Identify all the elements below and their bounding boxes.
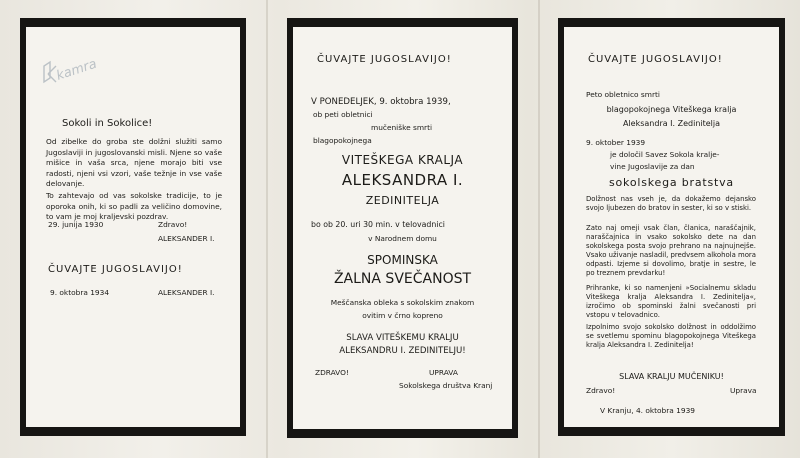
panel3-uprava: Uprava — [730, 386, 757, 395]
panel3-decided-1: je določil Savez Sokola kralje- — [610, 150, 720, 159]
panel1-signer-2: ALEKSANDER I. — [158, 288, 215, 297]
panel-center — [287, 18, 518, 438]
panel3-decided-2: vine Jugoslavije za dan — [610, 162, 695, 171]
panel2-anniversary: ob peti obletnici — [313, 110, 373, 119]
panel2-dress-code-1: Meščanska obleka s sokolskim znakom — [330, 298, 475, 307]
panel2-event-line-2: ŽALNA SVEČANOST — [333, 271, 472, 287]
panel2-venue: v Narodnem domu — [368, 234, 437, 243]
panel1-zdravo: Zdravo! — [158, 220, 188, 229]
panel2-society: Sokolskega društva Kranj — [399, 381, 493, 390]
kamra-watermark-logo — [38, 52, 130, 92]
panel3-king-2: Aleksandra I. Zedinitelja — [622, 119, 721, 128]
panel3-paragraph-2: Zato naj omeji vsak član, članica, naraščajnik, naraščajnica in vsako sokolsko dete na dan sokolskega posta svojo prehrano na najnujnejše. Vsako uživanje nasladil, predvsem alkohola mora odpasti. Izjeme si dovolimo, bratje in sestre, le po treznem prevdarku! — [586, 224, 756, 277]
panel3-zdravo: Zdravo! — [586, 386, 616, 395]
panel2-event-line-1: SPOMINSKA — [367, 253, 438, 267]
panel-right — [558, 18, 785, 436]
panel3-date: 9. oktober 1939 — [586, 138, 646, 147]
fold-line-left — [266, 0, 268, 458]
panel2-date-line: V PONEDELJEK, 9. oktobra 1939, — [311, 97, 451, 107]
panel3-paragraph-1: Dolžnost nas vseh je, da dokažemo dejansko svojo ljubezen do bratov in sester, ki so v stiski. — [586, 195, 756, 212]
panel2-king-line-2: ALEKSANDRA I. — [341, 171, 464, 189]
panel3-glory: SLAVA KRALJU MUČENIKU! — [619, 372, 724, 381]
panel2-late: blagopokojnega — [313, 136, 372, 145]
panel1-date-1: 29. junija 1930 — [48, 220, 104, 229]
panel2-time: bo ob 20. uri 30 min. v telovadnici — [311, 220, 445, 229]
panel3-paragraph-3: Prihranke, ki so namenjeni »Socialnemu skladu Viteškega kralja Aleksandra I. Zedinitelja«, izročimo ob spominski žalni svečanosti pri vstopu v telovadnico. — [586, 284, 756, 319]
panel1-signer-1: ALEKSANDER I. — [158, 234, 215, 243]
panel2-uprava: UPRAVA — [429, 368, 458, 377]
panel2-glory-2: ALEKSANDRU I. ZEDINITELJU! — [339, 346, 466, 356]
panel3-king-1: blagopokojnega Viteškega kralja — [606, 105, 737, 114]
panel3-place-date: V Kranju, 4. oktobra 1939 — [600, 406, 695, 415]
panel2-glory-1: SLAVA VITEŠKEMU KRALJU — [346, 333, 459, 343]
panel2-martyr-death: mučeniške smrti — [371, 123, 433, 132]
panel3-paragraph-4: Izpolnimo svojo sokolsko dolžnost in oddolžimo se svetlemu spominu blagopokojnega Viteškega kralja Aleksandra I. Zedinitelja! — [586, 323, 756, 349]
panel3-brotherhood: sokolskega bratstva — [609, 176, 734, 189]
panel3-slogan: ČUVAJTE JUGOSLAVIJO! — [588, 54, 723, 65]
panel1-paragraph-1: Od zibelke do groba ste dolžni služiti samo Jugoslaviji in jugoslovanski misli. Njene so vaše mišice in vaša srca, njene morajo biti vse radosti, njeni vsi vzori, vaše težnje in vse vaše delovanje. — [46, 137, 222, 189]
panel1-date-2: 9. oktobra 1934 — [50, 288, 110, 297]
fold-line-right — [538, 0, 540, 458]
panel2-zdravo: ZDRAVO! — [315, 368, 349, 377]
panel1-title: Sokoli in Sokolice! — [62, 118, 153, 129]
watermark-text: kamra — [54, 56, 99, 84]
panel1-slogan: ČUVAJTE JUGOSLAVIJO! — [48, 264, 183, 275]
panel2-dress-code-2: ovitim v črno kopreno — [362, 311, 443, 320]
panel3-intro: Peto obletnico smrti — [586, 90, 660, 99]
panel2-king-line-1: VITEŠKEGA KRALJA — [341, 153, 464, 167]
panel1-paragraph-2: To zahtevajo od vas sokolske tradicije, to je oporoka onih, ki so padli za veličino domovine, to vam je moj kraljevski pozdrav. — [46, 191, 222, 222]
panel2-slogan: ČUVAJTE JUGOSLAVIJO! — [317, 54, 452, 65]
panel2-king-line-3: ZEDINITELJA — [365, 194, 440, 207]
